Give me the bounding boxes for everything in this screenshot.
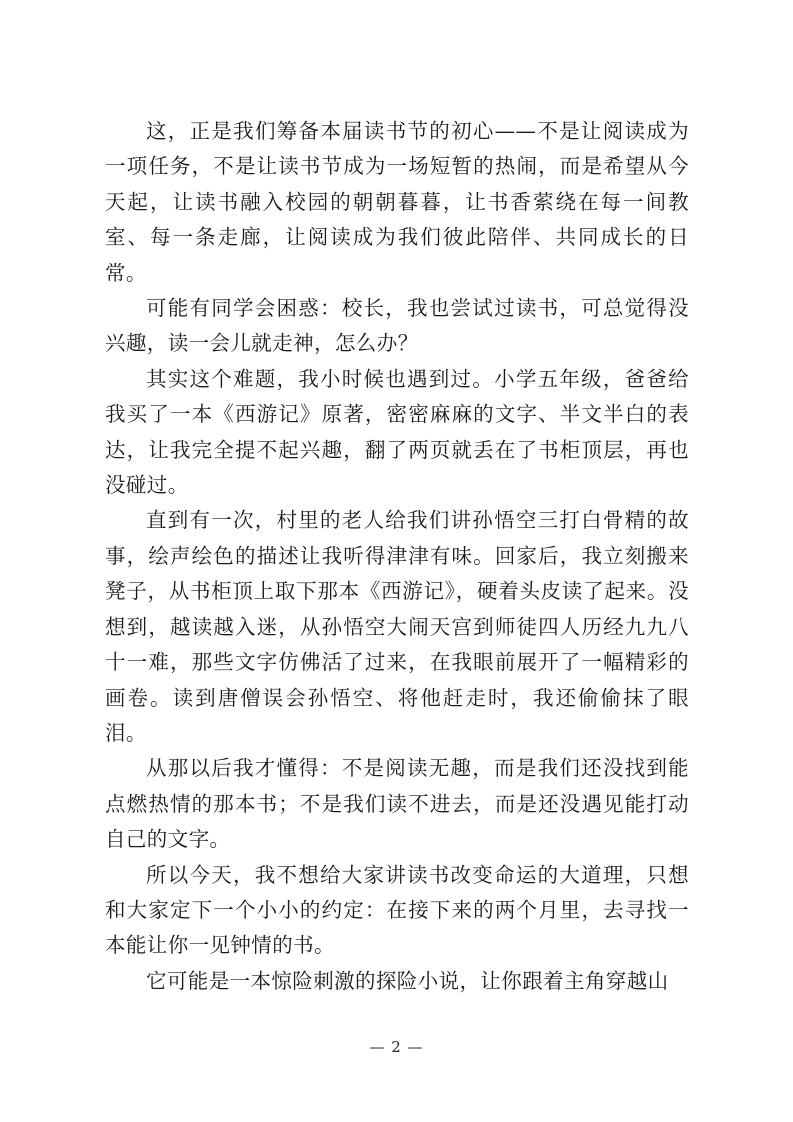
paragraph-2: 可能有同学会困惑：校长，我也尝试过读书，可总觉得没兴趣，读一会儿就走神，怎么办？ bbox=[105, 296, 689, 356]
paragraph-6: 所以今天，我不想给大家讲读书改变命运的大道理，只想和大家定下一个小小的约定：在接下来的两个月里，去寻找一本能让你一见钟情的书。 bbox=[105, 862, 689, 958]
paragraph-5: 从那以后我才懂得：不是阅读无趣，而是我们还没找到能点燃热情的那本书；不是我们读不进去，而是还没遇见能打动自己的文字。 bbox=[105, 756, 689, 852]
paragraph-1: 这，正是我们筹备本届读书节的初心——不是让阅读成为一项任务，不是让读书节成为一场短暂的热闹，而是希望从今天起，让读书融入校园的朝朝暮暮，让书香萦绕在每一间教室、每一条走廊，让阅读成为我们彼此陪伴、共同成长的日常。 bbox=[105, 119, 689, 285]
page-number: — 2 — bbox=[369, 1038, 424, 1056]
body-text bbox=[105, 114, 689, 999]
paragraph-7: 它可能是一本惊险刺激的探险小说，让你跟着主角穿越山 bbox=[146, 968, 669, 993]
paragraph-4: 直到有一次，村里的老人给我们讲孙悟空三打白骨精的故事，绘声绘色的描述让我听得津津有味。回家后，我立刻搬来凳子，从书柜顶上取下那本《西游记》，硬着头皮读了起来。没想到，越读越入迷，从孙悟空大闹天宫到师徒四人历经九九八十一难，那些文字仿佛活了过来，在我眼前展开了一幅精彩的画卷。读到唐僧误会孙悟空、将他赶走时，我还偷偷抹了眼泪。 bbox=[105, 508, 689, 745]
paragraph-3: 其实这个难题，我小时候也遇到过。小学五年级，爸爸给我买了一本《西游记》原著，密密麻麻的文字、半文半白的表达，让我完全提不起兴趣，翻了两页就丢在了书柜顶层，再也没碰过。 bbox=[105, 366, 689, 498]
